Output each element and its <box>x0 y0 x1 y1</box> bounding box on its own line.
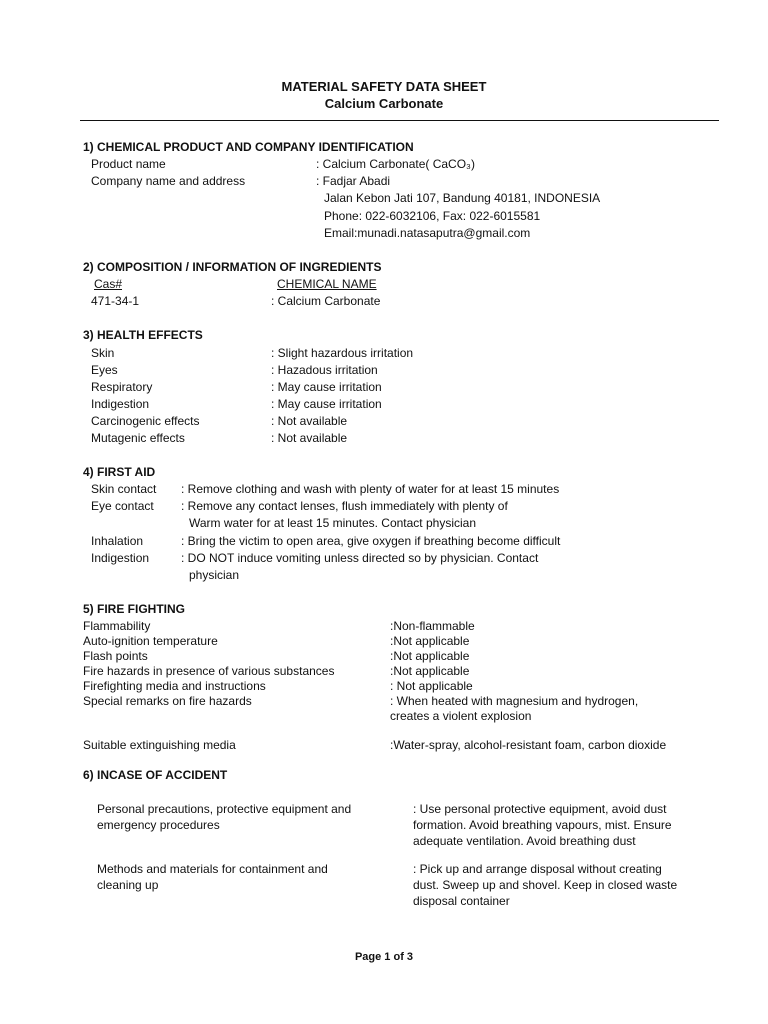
product-name-value: : Calcium Carbonate( CaCO₃) <box>316 157 475 171</box>
cas-header-text: Cas# <box>94 277 123 291</box>
fire-value: :Not applicable <box>390 634 470 648</box>
company-email: Email:munadi.natasaputra@gmail.com <box>324 226 531 240</box>
personal-label-line: Personal precautions, protective equipment and <box>97 802 352 816</box>
personal-label-line: emergency procedures <box>97 818 220 832</box>
cas-number: 471-34-1 <box>91 294 140 308</box>
fire-label: Auto-ignition temperature <box>83 634 218 648</box>
eye-contact-value-line1: : Remove any contact lenses, flush immediately with plenty of <box>181 499 508 513</box>
health-value: : Hazadous irritation <box>271 363 378 377</box>
cas-column-header <box>91 277 271 291</box>
containment-methods-label <box>97 861 328 893</box>
methods-label-line: cleaning up <box>97 878 159 892</box>
health-label: Respiratory <box>91 380 153 394</box>
fire-value: :Not applicable <box>390 664 470 678</box>
document-title: MATERIAL SAFETY DATA SHEET <box>281 79 487 94</box>
indigestion-value-line2: physician <box>189 568 240 582</box>
fire-label: Flammability <box>83 619 151 633</box>
health-label: Carcinogenic effects <box>91 414 200 428</box>
health-value: : Slight hazardous irritation <box>271 346 414 360</box>
personal-value-line: formation. Avoid breathing vapours, mist. Ensure <box>413 818 672 832</box>
skin-contact-label: Skin contact <box>91 482 157 496</box>
extinguishing-media-value: :Water-spray, alcohol-resistant foam, carbon dioxide <box>390 738 667 752</box>
section-5-heading: 5) FIRE FIGHTING <box>83 602 185 616</box>
section-2-heading: 2) COMPOSITION / INFORMATION OF INGREDIENTS <box>83 260 382 274</box>
fire-value: :Not applicable <box>390 649 470 663</box>
health-value: : May cause irritation <box>271 397 382 411</box>
fire-fighting-values <box>390 619 638 709</box>
chemical-name-column-header <box>271 277 385 291</box>
personal-value-line: : Use personal protective equipment, avoid dust <box>413 802 667 816</box>
health-label: Mutagenic effects <box>91 431 185 445</box>
page-number: Page 1 of 3 <box>354 951 414 963</box>
eye-contact-label: Eye contact <box>91 499 154 513</box>
chemical-name-value: : Calcium Carbonate <box>271 294 381 308</box>
company-value: : Fadjar Abadi <box>316 174 391 188</box>
extinguishing-media-label: Suitable extinguishing media <box>83 738 236 752</box>
fire-value: : Not applicable <box>390 679 473 693</box>
fire-fighting-labels <box>83 619 334 709</box>
fire-label: Fire hazards in presence of various substances <box>83 664 335 678</box>
methods-value-line: : Pick up and arrange disposal without creating <box>413 862 662 876</box>
inhalation-value: : Bring the victim to open area, give oxygen if breathing become difficult <box>181 534 561 548</box>
special-remarks-value-line2: creates a violent explosion <box>390 709 532 723</box>
section-6-heading: 6) INCASE OF ACCIDENT <box>83 768 228 782</box>
eye-contact-value-line2: Warm water for at least 15 minutes. Contact physician <box>189 516 477 530</box>
personal-precautions-label <box>97 801 351 833</box>
header-divider <box>80 120 719 121</box>
company-label: Company name and address <box>91 174 246 188</box>
health-label: Indigestion <box>91 397 150 411</box>
document-subtitle: Calcium Carbonate <box>324 96 444 111</box>
methods-value-line: dust. Sweep up and shovel. Keep in closed waste <box>413 878 678 892</box>
health-value: : Not available <box>271 431 348 445</box>
product-name-label: Product name <box>91 157 166 171</box>
methods-label-line: Methods and materials for containment and <box>97 862 328 876</box>
company-address: Jalan Kebon Jati 107, Bandung 40181, INDONESIA <box>324 191 601 205</box>
fire-label: Flash points <box>83 649 148 663</box>
personal-precautions-value <box>413 801 672 849</box>
section-4-heading: 4) FIRST AID <box>83 465 156 479</box>
fire-value: :Non-flammable <box>390 619 475 633</box>
health-value: : May cause irritation <box>271 380 382 394</box>
special-remarks-label: Special remarks on fire hazards <box>83 694 252 708</box>
fire-label: Firefighting media and instructions <box>83 679 266 693</box>
section-3-heading: 3) HEALTH EFFECTS <box>83 328 203 342</box>
health-effects-values <box>271 345 413 447</box>
section-1-heading: 1) CHEMICAL PRODUCT AND COMPANY IDENTIFICATION <box>83 140 414 154</box>
health-label: Eyes <box>91 363 118 377</box>
personal-value-line: adequate ventilation. Avoid breathing dust <box>413 834 636 848</box>
inhalation-label: Inhalation <box>91 534 144 548</box>
company-phone: Phone: 022-6032106, Fax: 022-6015581 <box>324 209 541 223</box>
chemical-name-header-text: CHEMICAL NAME <box>277 277 377 291</box>
skin-contact-value: : Remove clothing and wash with plenty of water for at least 15 minutes <box>181 482 560 496</box>
special-remarks-value-line1: : When heated with magnesium and hydrogen, <box>390 694 639 708</box>
indigestion-label: Indigestion <box>91 551 150 565</box>
health-effects-labels <box>91 345 200 447</box>
containment-methods-value <box>413 861 677 909</box>
methods-value-line: disposal container <box>413 894 510 908</box>
indigestion-value-line1: : DO NOT induce vomiting unless directed so by physician. Contact <box>181 551 539 565</box>
health-label: Skin <box>91 346 115 360</box>
health-value: : Not available <box>271 414 348 428</box>
